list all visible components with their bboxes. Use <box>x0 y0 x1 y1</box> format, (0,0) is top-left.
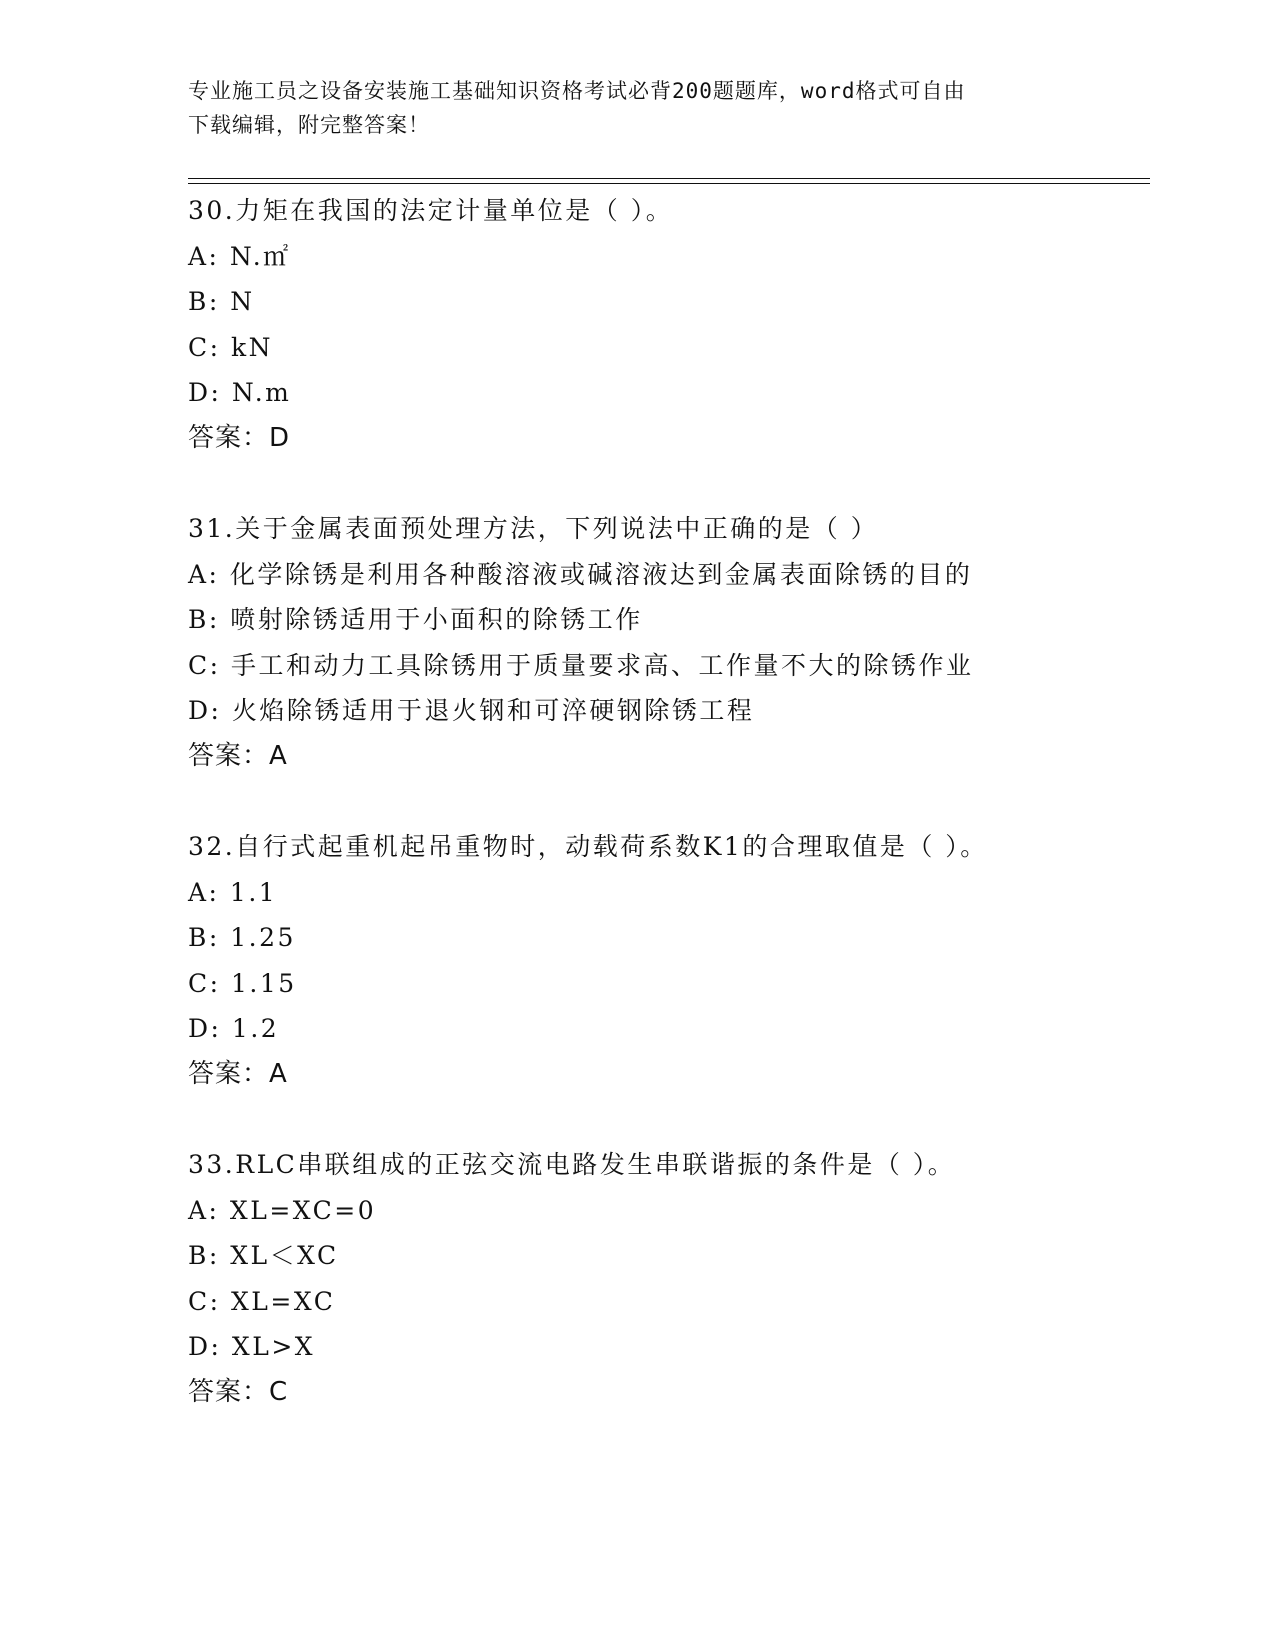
option-d: D: 1.2 <box>188 1014 280 1043</box>
answer: 答案：C <box>188 1376 289 1407</box>
option-d: D: N.m <box>188 378 292 407</box>
option-a: A: 化学除锈是利用各种酸溶液或碱溶液达到金属表面除锈的目的 <box>188 559 973 589</box>
header-divider-bottom <box>188 183 1150 184</box>
option-c: C: 手工和动力工具除锈用于质量要求高、工作量不大的除锈作业 <box>188 650 974 680</box>
option-b: B: 喷射除锈适用于小面积的除锈工作 <box>188 605 643 634</box>
header-divider-top <box>188 178 1150 179</box>
question-30 <box>188 188 1138 461</box>
answer: 答案：A <box>188 740 288 771</box>
header-line-2: 下载编辑，附完整答案！ <box>188 113 430 137</box>
question-title: 31.关于金属表面预处理方法，下列说法中正确的是（ ） <box>188 514 879 543</box>
document-header <box>188 74 1088 142</box>
answer: 答案：D <box>188 422 291 453</box>
option-c: C: XL=XC <box>188 1286 336 1316</box>
option-a: A: 1.1 <box>188 877 278 907</box>
answer: 答案：A <box>188 1058 288 1089</box>
option-c: C: kN <box>188 332 274 362</box>
option-d: D: 火焰除锈适用于退火钢和可淬硬钢除锈工程 <box>188 696 755 725</box>
question-title: 33.RLC串联组成的正弦交流电路发生串联谐振的条件是（ ）。 <box>188 1150 956 1179</box>
option-a: A: N.㎡ <box>188 241 291 271</box>
option-b: B: N <box>188 287 255 316</box>
question-33 <box>188 1142 1138 1415</box>
option-d: D: XL>X <box>188 1332 316 1361</box>
question-31 <box>188 506 1138 779</box>
header-line-1: 专业施工员之设备安装施工基础知识资格考试必背200题题库，word格式可自由 <box>188 79 966 103</box>
question-title: 32.自行式起重机起吊重物时，动载荷系数K1的合理取值是（ ）。 <box>188 832 988 861</box>
question-title: 30.力矩在我国的法定计量单位是（ ）。 <box>188 196 674 225</box>
option-a: A: XL=XC=0 <box>188 1195 377 1225</box>
option-b: B: 1.25 <box>188 923 296 952</box>
option-c: C: 1.15 <box>188 968 297 998</box>
question-32 <box>188 824 1138 1097</box>
option-b: B: XL＜XC <box>188 1241 339 1270</box>
